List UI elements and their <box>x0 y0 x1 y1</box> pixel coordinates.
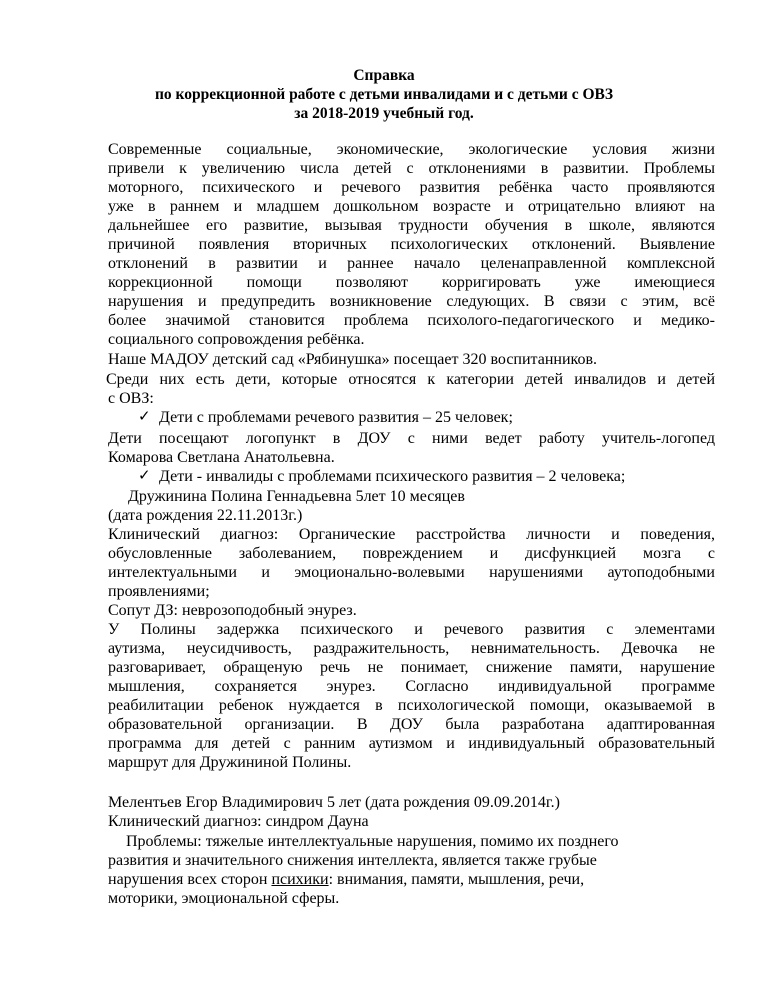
child2-name: Мелентьев Егор Владимирович 5 лет (дата рождения 09.09.2014г.) <box>108 794 560 811</box>
checkmark-icon: ✓ <box>138 409 151 425</box>
doc-title: Справка <box>353 67 415 84</box>
bullet-item: Дети - инвалиды с проблемами психического развития – 2 человека; <box>159 468 626 485</box>
intro-line: социального сопровождения ребёнка. <box>108 331 365 348</box>
bullet-item: Дети с проблемами речевого развития – 25 человек; <box>159 409 513 426</box>
child1-description-line: реабилитации ребенок нуждается в психологической помощи, оказываемой в <box>108 697 715 714</box>
problems-text: нарушения всех сторон <box>108 871 272 888</box>
psyche-link[interactable]: психики <box>271 871 329 888</box>
intro-line: моторного, психического и речевого развития ребёнка часто проявляются <box>108 179 715 196</box>
child1-description-line: маршрут для Дружининой Полины. <box>108 754 352 771</box>
intro-line: уже в раннем и младшем дошкольном возрасте и отрицательно влияют на <box>108 198 715 215</box>
among-line: с ОВЗ: <box>108 390 154 407</box>
child1-diagnosis-line: проявлениями; <box>108 583 210 600</box>
child1-description-line: мышления, сохраняется энурез. Согласно индивидуальной программе <box>108 678 715 695</box>
intro-line: причиной появления вторичных психологических отклонений. Выявление <box>108 236 715 253</box>
child2-diagnosis: Клинический диагноз: синдром Дауна <box>108 813 369 830</box>
child2-problems-line: Проблемы: тяжелые интеллектуальные нарушения, помимо их позднего <box>126 833 619 850</box>
child1-description-line: аутизма, неусидчивость, раздражительность, невнимательность. Девочка не <box>108 640 715 657</box>
child1-description-line: образовательной организации. В ДОУ была разработана адаптированная <box>108 716 715 733</box>
child1-diagnosis-line: обусловленные заболеванием, повреждением и дисфункцией мозга с <box>108 545 715 562</box>
logoped-line: Дети посещают логопункт в ДОУ с ними ведет работу учитель-логопед <box>108 430 715 447</box>
child1-diagnosis-line: Клинический диагноз: Органические расстройства личности и поведения, <box>108 526 715 543</box>
child1-concomitant: Сопут ДЗ: неврозоподобный энурез. <box>108 602 357 619</box>
child2-problems-line <box>108 870 584 889</box>
child1-name: Дружинина Полина Геннадьевна 5лет 10 месяцев <box>128 488 465 505</box>
logoped-line: Комарова Светлана Анатольевна. <box>108 449 335 466</box>
among-line: Среди них есть дети, которые относятся к категории детей инвалидов и детей <box>106 371 715 388</box>
checkmark-icon: ✓ <box>138 468 151 484</box>
intro-line: дальнейшее его развитие, вызывая трудности обучения в школе, являются <box>108 217 715 234</box>
child2-problems-line: развития и значительного снижения интеллекта, является также грубые <box>108 852 597 869</box>
child1-description-line: разговаривает, обращеную речь не понимает, снижение памяти, нарушение <box>108 659 715 676</box>
kindergarten-line: Наше МАДОУ детский сад «Рябинушка» посещает 320 воспитанников. <box>108 351 598 368</box>
problems-text: : внимания, памяти, мышления, речи, <box>328 871 585 888</box>
child2-problems-line: моторики, эмоциональной сферы. <box>108 890 340 907</box>
child1-diagnosis-line: интелектуальными и эмоционально-волевыми нарушениями аутоподобными <box>108 564 715 581</box>
doc-subtitle: по коррекционной работе с детьми инвалидами и с детьми с ОВЗ <box>154 86 614 103</box>
child1-description-line: программа для детей с ранним аутизмом и индивидуальный образовательный <box>108 735 715 752</box>
doc-year: за 2018-2019 учебный год. <box>294 105 474 122</box>
intro-line: коррекционной помощи позволяют корригировать уже имеющиеся <box>108 274 715 291</box>
intro-line: нарушения и предупредить возникновение следующих. В связи с этим, всё <box>108 293 715 310</box>
intro-line: более значимой становится проблема психолого-педагогического и медико- <box>108 312 715 329</box>
child1-birth: (дата рождения 22.11.2013г.) <box>108 507 303 524</box>
intro-line: привели к увеличению числа детей с отклонениями в развитии. Проблемы <box>108 160 715 177</box>
child1-description-line: У Полины задержка психического и речевого развития с элементами <box>108 621 715 638</box>
intro-line: Современные социальные, экономические, экологические условия жизни <box>108 141 715 158</box>
intro-line: отклонений в развитии и раннее начало целенаправленной комплексной <box>108 255 715 272</box>
